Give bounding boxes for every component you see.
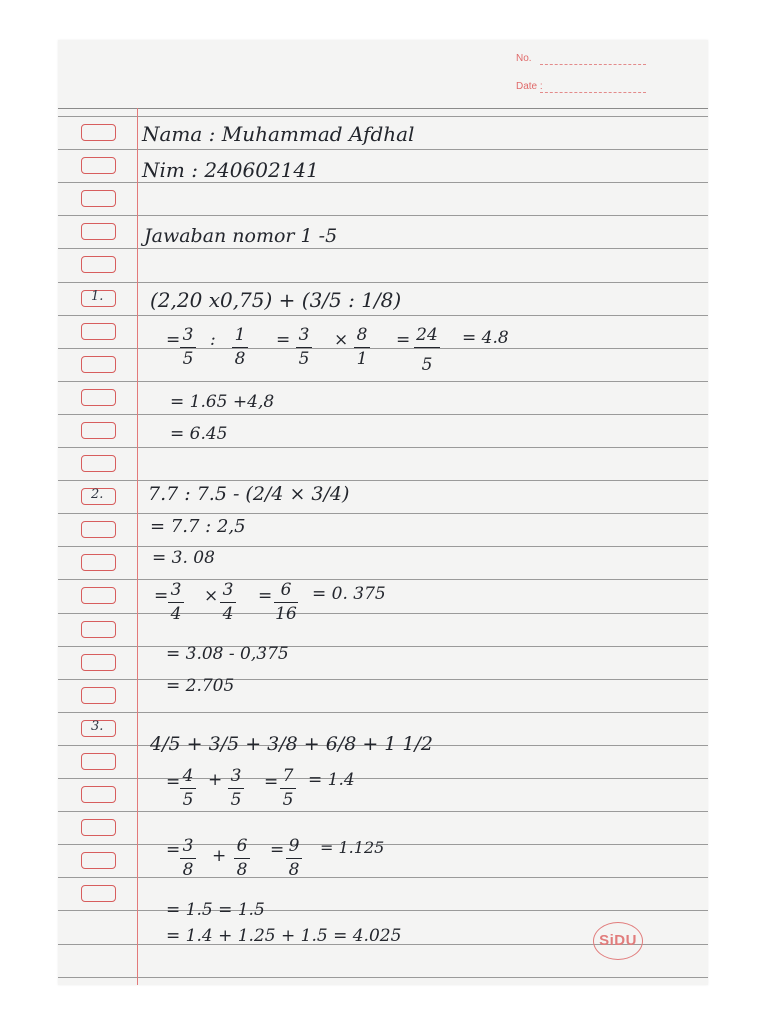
margin-box — [81, 124, 116, 141]
q3-op: + — [212, 846, 227, 866]
numerator: 3 — [182, 836, 194, 856]
q3-result-2: = 1.125 — [320, 838, 385, 857]
ruled-line — [58, 712, 708, 713]
q3-frac-3 — [280, 766, 296, 812]
q1-op: : — [210, 330, 216, 350]
fraction-bar — [180, 788, 196, 789]
q2-line-4: = 3.08 - 0,375 — [166, 644, 289, 664]
denominator: 5 — [182, 790, 194, 810]
q3-eq: = — [166, 772, 181, 792]
margin-box — [81, 290, 116, 307]
ruled-line — [58, 447, 708, 448]
q1-eq: = — [396, 330, 411, 350]
numerator: 3 — [230, 766, 242, 786]
ruled-line — [58, 778, 708, 779]
q2-eq: = — [154, 586, 169, 606]
ruled-line — [58, 613, 708, 614]
denominator: 8 — [236, 860, 248, 880]
q2-frac-2 — [220, 580, 236, 626]
ruled-line — [58, 480, 708, 481]
q1-op: × — [334, 330, 349, 350]
q2-expression: 7.7 : 7.5 - (2/4 × 3/4) — [148, 483, 350, 505]
ruled-line — [58, 877, 708, 878]
numerator: 3 — [170, 580, 182, 600]
q3-op: + — [208, 770, 223, 790]
ruled-line — [58, 348, 708, 349]
q2-result: = 0. 375 — [312, 584, 386, 604]
ruled-line — [58, 414, 708, 415]
ruled-line — [58, 215, 708, 216]
margin-box — [81, 587, 116, 604]
q1-frac-4 — [354, 325, 370, 371]
q1-eq: = — [276, 330, 291, 350]
q2-frac-1 — [168, 580, 184, 626]
margin-box — [81, 753, 116, 770]
top-rule — [58, 108, 708, 109]
margin-box — [81, 488, 116, 505]
ruled-line — [58, 910, 708, 911]
sidu-logo — [593, 922, 643, 960]
fraction-bar — [232, 347, 248, 348]
nim-line: Nim : 240602141 — [142, 158, 319, 182]
denominator: 8 — [182, 860, 194, 880]
q3-result-1: = 1.4 — [308, 770, 355, 790]
margin-box — [81, 521, 116, 538]
numerator: 6 — [280, 580, 292, 600]
ruled-line — [58, 381, 708, 382]
ruled-line — [58, 679, 708, 680]
ruled-line — [58, 116, 708, 117]
fraction-bar — [296, 347, 312, 348]
q1-line-2: = 1.65 +4,8 — [170, 392, 275, 412]
header-no-label: No. — [516, 53, 532, 64]
fraction-bar — [274, 602, 298, 603]
header-date-label: Date : — [516, 81, 543, 92]
q2-eq: = — [258, 586, 273, 606]
margin-box — [81, 720, 116, 737]
denominator: 5 — [421, 355, 433, 375]
q3-frac-5 — [234, 836, 250, 882]
header-date — [516, 81, 543, 92]
fraction-bar — [168, 602, 184, 603]
question-number: 3. — [91, 719, 104, 734]
denominator: 16 — [275, 604, 297, 624]
q2-line-1: = 7.7 : 2,5 — [150, 516, 246, 537]
question-number: 2. — [91, 487, 104, 502]
q3-frac-4 — [180, 836, 196, 882]
margin-box — [81, 190, 116, 207]
margin-line — [137, 108, 138, 985]
margin-box — [81, 389, 116, 406]
denominator: 5 — [182, 349, 194, 369]
numerator: 9 — [288, 836, 300, 856]
denominator: 8 — [288, 860, 300, 880]
q2-op: × — [204, 586, 219, 606]
header-no-line — [540, 64, 646, 65]
margin-box — [81, 422, 116, 439]
q1-frac-3 — [296, 325, 312, 371]
fraction-bar — [286, 858, 302, 859]
ruled-line — [58, 315, 708, 316]
q3-line-3: = 1.5 = 1.5 — [166, 900, 265, 920]
margin-box — [81, 687, 116, 704]
sidu-logo-text: SiDU — [599, 932, 637, 949]
margin-box — [81, 455, 116, 472]
ruled-line — [58, 546, 708, 547]
q3-eq: = — [270, 840, 285, 860]
q3-frac-6 — [286, 836, 302, 882]
ruled-line — [58, 248, 708, 249]
q3-frac-1 — [180, 766, 196, 812]
header-date-line — [540, 92, 646, 93]
q3-frac-2 — [228, 766, 244, 812]
numerator: 6 — [236, 836, 248, 856]
numerator: 3 — [222, 580, 234, 600]
ruled-line — [58, 977, 708, 978]
name-line: Nama : Muhammad Afdhal — [142, 122, 415, 146]
denominator: 5 — [230, 790, 242, 810]
q1-frac-2 — [232, 325, 248, 371]
numerator: 3 — [182, 325, 194, 345]
q2-line-5: = 2.705 — [166, 676, 235, 696]
ruled-line — [58, 182, 708, 183]
q3-expression: 4/5 + 3/5 + 3/8 + 6/8 + 1 1/2 — [150, 733, 434, 755]
q3-eq: = — [166, 840, 181, 860]
margin-box — [81, 554, 116, 571]
q1-frac-1 — [180, 325, 196, 371]
margin-box — [81, 885, 116, 902]
margin-box — [81, 654, 116, 671]
q1-frac-5 — [414, 325, 440, 375]
denominator: 4 — [222, 604, 234, 624]
numerator: 8 — [356, 325, 368, 345]
margin-box — [81, 256, 116, 273]
fraction-bar — [180, 858, 196, 859]
q2-frac-3 — [274, 580, 298, 626]
fraction-bar — [414, 347, 440, 348]
ruled-line — [58, 513, 708, 514]
numerator: 4 — [182, 766, 194, 786]
fraction-bar — [354, 347, 370, 348]
q3-line-4: = 1.4 + 1.25 + 1.5 = 4.025 — [166, 926, 402, 946]
ruled-line — [58, 811, 708, 812]
fraction-bar — [228, 788, 244, 789]
margin-box — [81, 852, 116, 869]
fraction-bar — [220, 602, 236, 603]
margin-box — [81, 223, 116, 240]
q1-expression: (2,20 x0,75) + (3/5 : 1/8) — [150, 288, 402, 312]
ruled-line — [58, 282, 708, 283]
answers-title: Jawaban nomor 1 -5 — [144, 225, 338, 247]
denominator: 5 — [298, 349, 310, 369]
denominator: 8 — [234, 349, 246, 369]
margin-box — [81, 786, 116, 803]
ruled-line — [58, 579, 708, 580]
fraction-bar — [280, 788, 296, 789]
fraction-bar — [180, 347, 196, 348]
q1-line-3: = 6.45 — [170, 424, 228, 444]
denominator: 5 — [282, 790, 294, 810]
margin-box — [81, 323, 116, 340]
notebook-page — [58, 40, 708, 985]
question-number: 1. — [91, 289, 104, 304]
header-no — [516, 53, 532, 64]
margin-box — [81, 819, 116, 836]
q1-eq: = — [166, 330, 181, 350]
denominator: 1 — [356, 349, 368, 369]
margin-box — [81, 356, 116, 373]
numerator: 3 — [298, 325, 310, 345]
q3-eq: = — [264, 772, 279, 792]
margin-box — [81, 157, 116, 174]
ruled-line — [58, 646, 708, 647]
q2-line-2: = 3. 08 — [152, 548, 215, 568]
fraction-bar — [234, 858, 250, 859]
numerator: 1 — [234, 325, 246, 345]
numerator: 7 — [282, 766, 294, 786]
numerator: 24 — [416, 325, 438, 345]
ruled-line — [58, 149, 708, 150]
q1-result: = 4.8 — [462, 328, 509, 348]
denominator: 4 — [170, 604, 182, 624]
margin-box — [81, 621, 116, 638]
